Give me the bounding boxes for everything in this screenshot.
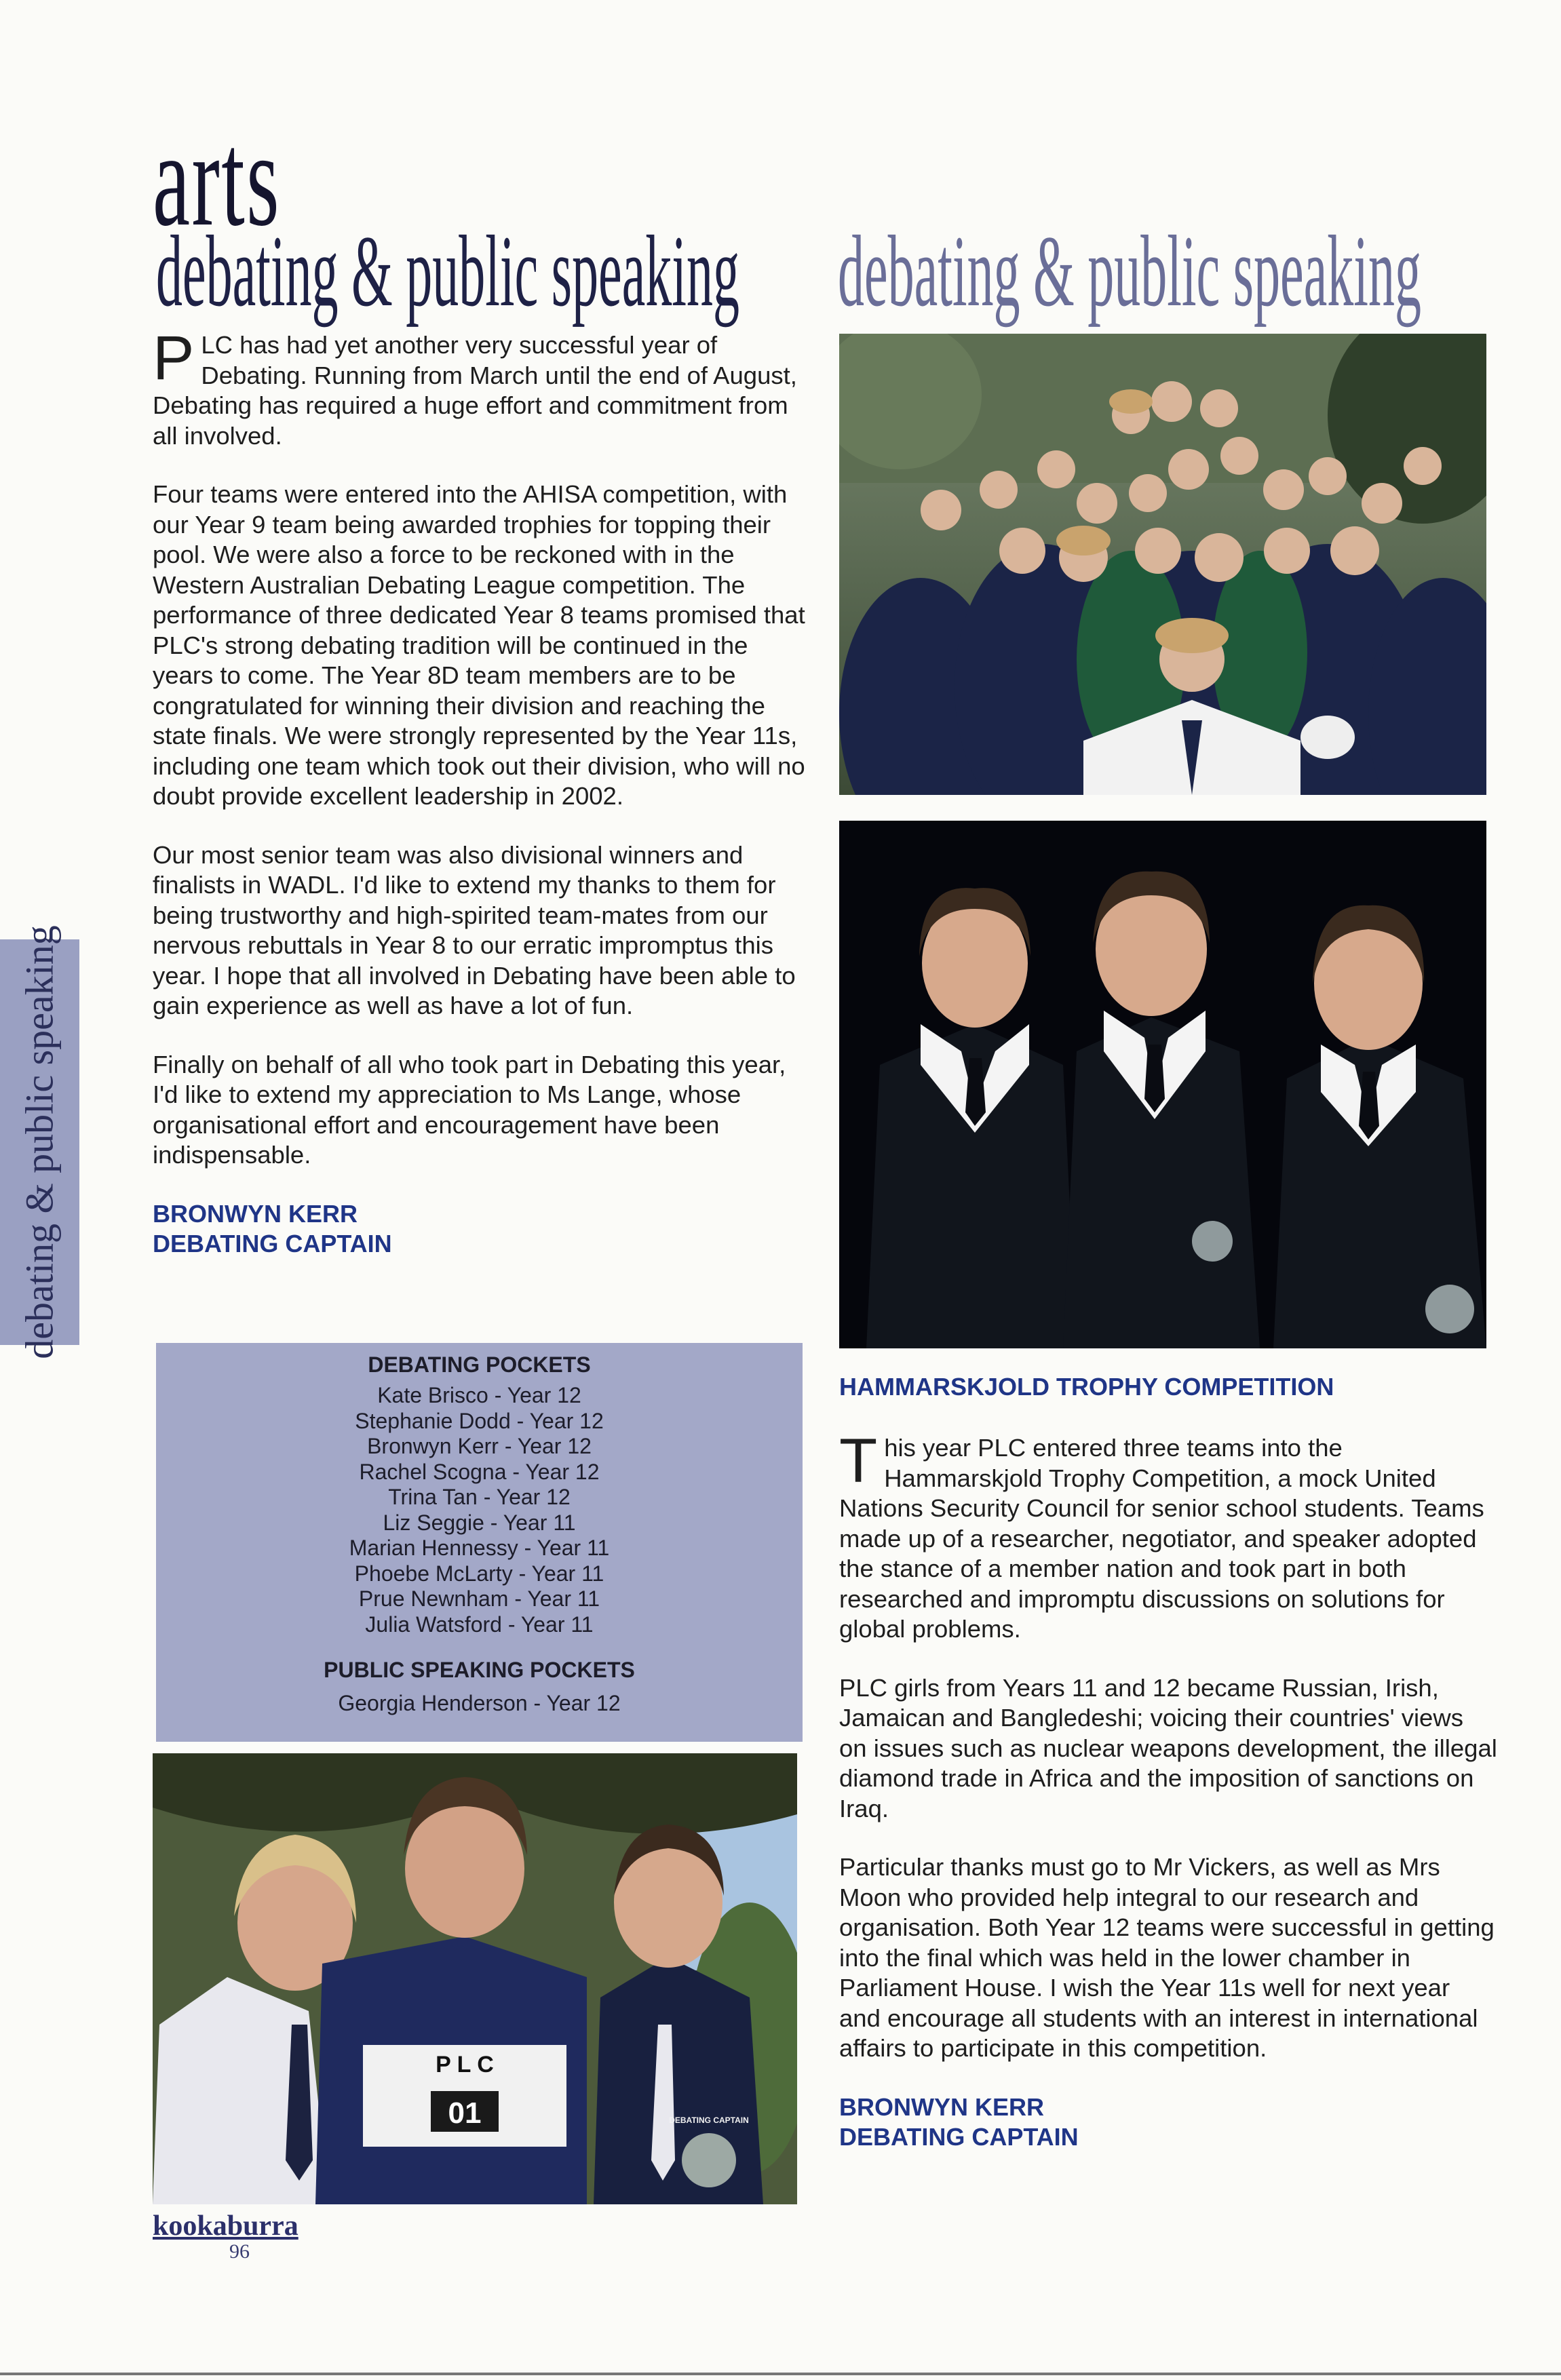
public-speaking-pocket-item: Georgia Henderson - Year 12 xyxy=(338,1691,621,1715)
side-tab-label: debating & public speaking xyxy=(17,925,62,1359)
right-paragraph-3: Particular thanks must go to Mr Vickers, as well as Mrs Moon who provided help integral to our research and organisation. Both Year 12 teams were successful in getting into the final which was held in the lower chamber in Parliament House. I wish the Year 11s well for next year and encourage all students with an interest in international affairs to participate in this competition. xyxy=(839,1853,1495,2062)
three-students-photo xyxy=(839,821,1486,1348)
left-byline-title: DEBATING CAPTAIN xyxy=(153,1229,392,1257)
debating-pocket-item: Trina Tan - Year 12 xyxy=(388,1485,571,1509)
shirt-text-number: 01 xyxy=(448,2096,482,2130)
right-paragraph-2: PLC girls from Years 11 and 12 became Russian, Irish, Jamaican and Bangledeshi; voicing their countries' views on issues such as nuclear weapons development, the illegal diamond trade in Africa and the imposition of sanctions on Iraq. xyxy=(839,1673,1497,1822)
group-photo xyxy=(839,334,1486,795)
page-number: 96 xyxy=(229,2240,250,2263)
left-paragraph-1-text: LC has had yet another very successful year of Debating. Running from March until the end of August, Debating has required a huge effort and commitment from all involved. xyxy=(153,331,797,450)
outdoor-trio-image xyxy=(153,1753,797,2204)
group-photo-image xyxy=(839,334,1486,795)
shirt-text-plc: P L C xyxy=(436,2052,494,2077)
debating-pocket-item: Prue Newnham - Year 11 xyxy=(358,1586,600,1611)
left-paragraph-3: Our most senior team was also divisional winners and finalists in WADL. I'd like to extend my thanks to them for being trustworthy and high-spirited team-mates from our nervous rebuttals in Year 8 to our erratic impromptus this year. I hope that all involved in Debating have been able to gain experience as well as have a lot of fun. xyxy=(153,840,796,1019)
subhead-light: debating & public speaking xyxy=(838,215,1421,328)
right-byline-title: DEBATING CAPTAIN xyxy=(839,2122,1079,2151)
left-paragraph-2: Four teams were entered into the AHISA competition, with our Year 9 team being awarded trophies for topping their pool. We were also a force to be reckoned with in the Western Australian Debating League competition. The performance of three dedicated Year 8 teams promised that PLC's strong debating tradition will be continued in the years to come. The Year 8D team members are to be congratulated for winning their division and reaching the state finals. We were strongly represented by the Year 11s, including one team which took out their division, who will no doubt provide excellent leadership in 2002. xyxy=(153,480,805,810)
left-article xyxy=(153,324,807,1259)
outdoor-trio-photo xyxy=(153,1753,797,2204)
debating-pocket-item: Marian Hennessy - Year 11 xyxy=(349,1536,610,1560)
left-paragraph-1 xyxy=(153,324,807,451)
right-article xyxy=(839,1426,1497,2152)
side-tab xyxy=(0,925,79,1359)
section-title: arts xyxy=(153,104,281,254)
right-byline-name: BRONWYN KERR xyxy=(839,2092,1044,2121)
public-speaking-pockets-heading: PUBLIC SPEAKING POCKETS xyxy=(324,1658,635,1682)
left-byline-name: BRONWYN KERR xyxy=(153,1199,358,1228)
subhead-dark: debating & public speaking xyxy=(156,215,739,328)
debating-pockets-heading: DEBATING POCKETS xyxy=(368,1352,591,1377)
debating-pocket-item: Liz Seggie - Year 11 xyxy=(383,1510,576,1535)
right-paragraph-1 xyxy=(839,1426,1497,1645)
hammarskjold-heading: HAMMARSKJOLD TROPHY COMPETITION xyxy=(839,1373,1334,1401)
debating-pocket-item: Phoebe McLarty - Year 11 xyxy=(354,1561,604,1586)
right-paragraph-1-text: his year PLC entered three teams into the Hammarskjold Trophy Competition, a mock United Nations Security Council for senior school students. Teams made up of a researcher, negotiator, and speaker adopted the stance of a member nation and took part in both researched and impromptu discussions on solutions for global problems. xyxy=(839,1434,1484,1643)
bottom-rule xyxy=(0,2373,1561,2375)
badge-text: DEBATING CAPTAIN xyxy=(669,2115,749,2125)
debating-pocket-item: Rachel Scogna - Year 12 xyxy=(359,1459,600,1484)
three-students-image xyxy=(839,821,1486,1348)
debating-pocket-item: Kate Brisco - Year 12 xyxy=(377,1383,581,1407)
debating-pocket-item: Bronwyn Kerr - Year 12 xyxy=(367,1434,592,1458)
right-dropcap: T xyxy=(839,1426,878,1496)
pockets-box xyxy=(156,1343,803,1742)
left-dropcap: P xyxy=(153,324,195,393)
publication-name: kookaburra xyxy=(153,2210,298,2242)
left-paragraph-4: Finally on behalf of all who took part in Debating this year, I'd like to extend my appreciation to Ms Lange, whose organisational effort and encouragement have been indispensable. xyxy=(153,1050,786,1169)
debating-pocket-item: Julia Watsford - Year 11 xyxy=(365,1612,594,1637)
debating-pocket-item: Stephanie Dodd - Year 12 xyxy=(355,1408,604,1433)
